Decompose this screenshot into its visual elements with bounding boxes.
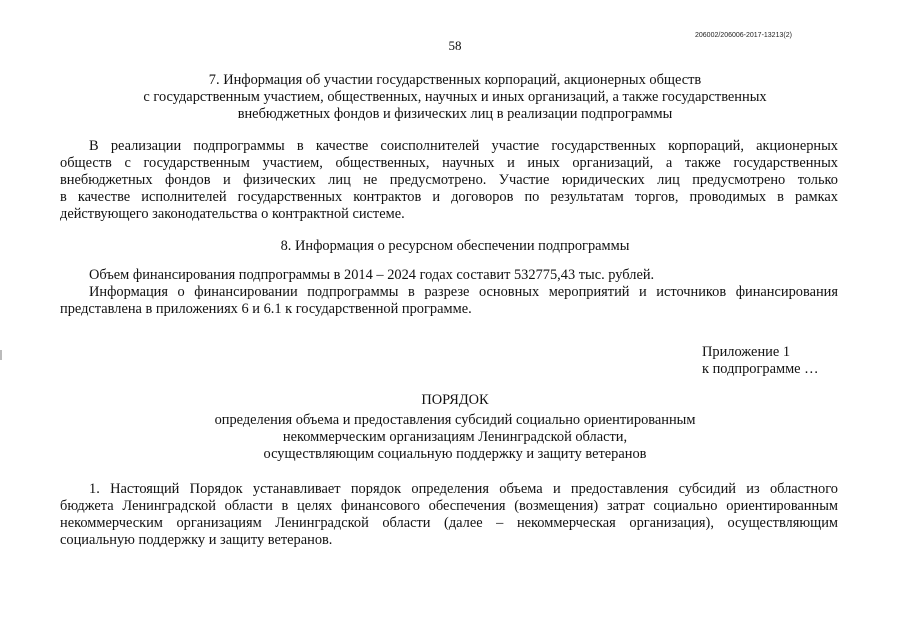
section-8-info-line: представлена в приложениях 6 и 6.1 к государственной программе. xyxy=(60,301,472,317)
section-7-body-line: внебюджетных фондов и физических лиц не предусмотрено. Участие юридических лиц предусмотрено только xyxy=(60,172,838,188)
section-8-heading: 8. Информация о ресурсном обеспечении подпрограммы xyxy=(280,238,630,254)
section-7-body-line: В реализации подпрограммы в качестве соисполнителей участие государственных корпораций, акционерных xyxy=(89,138,838,154)
order-title: ПОРЯДОК xyxy=(421,392,489,408)
order-subtitle-line: определения объема и предоставления субсидий социально ориентированным xyxy=(214,412,696,428)
section-7-body-line: действующего законодательства о контрактной системе. xyxy=(60,206,405,222)
clause-1-line: бюджета Ленинградской области в целях финансового обеспечения (возмещения) затрат социально ориентированным xyxy=(60,498,838,514)
section-7-heading-line: 7. Информация об участии государственных корпораций, акционерных обществ xyxy=(208,72,702,88)
section-7-body-line: обществ с государственным участием, общественных, научных и иных организаций, а также государственных xyxy=(60,155,838,171)
order-subtitle xyxy=(60,412,850,463)
section-7-heading xyxy=(60,72,850,123)
appendix-line-1: Приложение 1 xyxy=(702,344,791,360)
section-7-body-line: в качестве исполнителей государственных контрактов и договоров по результатам торгов, проводимых в рамках xyxy=(60,189,838,205)
section-8-info-line: Информация о финансировании подпрограммы в разрезе основных мероприятий и источников финансирования xyxy=(89,284,838,300)
scan-mark-left xyxy=(0,350,2,360)
page-number: 58 xyxy=(448,38,462,53)
order-clause-1 xyxy=(60,481,838,549)
document-id: 206002/206006-2017-13213(2) xyxy=(695,32,792,39)
order-subtitle-line: осуществляющим социальную поддержку и защиту ветеранов xyxy=(263,446,647,462)
clause-1-line: некоммерческим организациям Ленинградской области (далее – некоммерческая организация), осуществляющим xyxy=(60,515,838,531)
section-7-heading-line: с государственным участием, общественных, научных и иных организаций, а также государственных xyxy=(143,89,767,105)
section-8-funding-text: Объем финансирования подпрограммы в 2014 – 2024 годах составит 532775,43 тыс. рублей. xyxy=(89,267,655,283)
appendix-line-2: к подпрограмме … xyxy=(702,361,819,377)
section-7-heading-line: внебюджетных фондов и физических лиц в реализации подпрограммы xyxy=(237,106,673,122)
clause-1-line: социальную поддержку и защиту ветеранов. xyxy=(60,532,333,548)
order-subtitle-line: некоммерческим организациям Ленинградской области, xyxy=(282,429,628,445)
clause-1-line: 1. Настоящий Порядок устанавливает порядок определения объема и предоставления субсидий из областного xyxy=(89,481,838,497)
section-8-funding xyxy=(60,267,838,318)
section-7-body xyxy=(60,138,838,223)
appendix-reference xyxy=(702,344,819,378)
